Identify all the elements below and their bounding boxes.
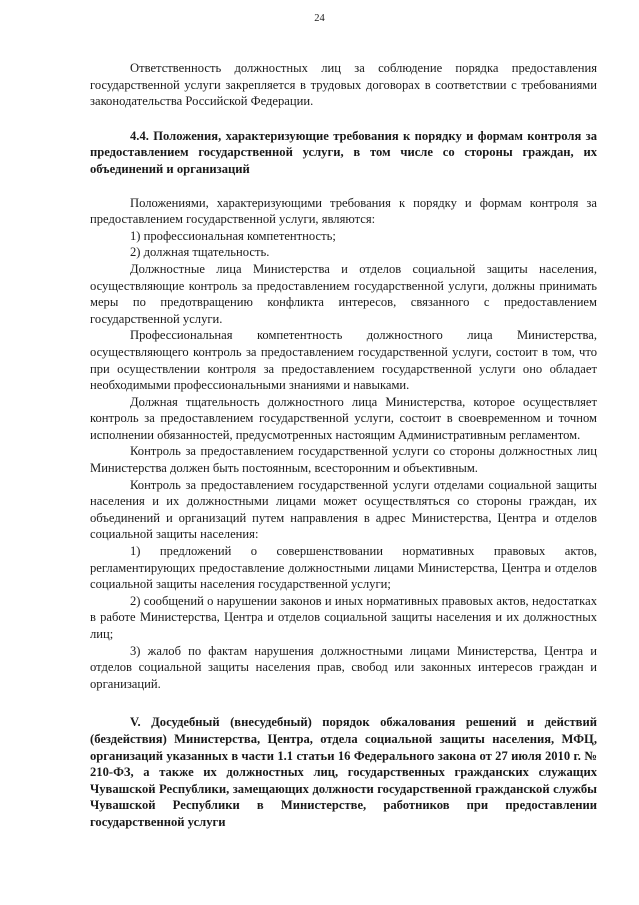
paragraph: Должная тщательность должностного лица Министерства, которое осуществляет контроль за предоставлением государственной услуги, состоит в своевременном и точном исполнении обязанностей, предусмотренных настоящим Административным регламентом. (90, 394, 597, 442)
spacer (90, 110, 597, 128)
page-content (90, 60, 597, 831)
list-item: 3) жалоб по фактам нарушения должностными лицами Министерства, Центра и отделов социальной защиты населения прав, свобод или законных интересов граждан и организаций. (90, 643, 597, 691)
page-number: 24 (314, 13, 325, 24)
paragraph: Контроль за предоставлением государственной услуги со стороны должностных лиц Министерства должен быть постоянным, всесторонним и объективным. (90, 444, 597, 476)
list-item: 1) предложений о совершенствовании нормативных правовых актов, регламентирующих предоставление должностными лицами Министерства, Центра и отделов социальной защиты населения государственной услуги; (90, 544, 597, 592)
spacer (90, 692, 597, 714)
section-v-heading: V. Досудебный (внесудебный) порядок обжалования решений и действий (бездействия) Министерства, Центра, отдела социальной защиты населения, МФЦ, организаций указанных в части 1.1 статьи 16 Федерального закона от 27 июля 2010 г. № 210-ФЗ, а также их должностных лиц, государственных гражданских служащих Чувашской Республики, замещающих должности государственной гражданской службы Чувашской Республики в Министерстве, работников при предоставлении государственной услуги (90, 715, 597, 829)
list-item: 2) должная тщательность. (130, 245, 270, 260)
spacer (90, 178, 597, 195)
list-item: 2) сообщений о нарушении законов и иных нормативных правовых актов, недостатках в работе Министерства, Центра и отделов социальной защиты населения и их должностных лиц; (90, 593, 597, 641)
list-item: 1) профессиональная компетентность; (130, 228, 336, 243)
intro-paragraph: Ответственность должностных лиц за соблюдение порядка предоставления государственной услуги закрепляется в трудовых договорах в соответствии с требованиями законодательства Российской Федерации. (90, 61, 597, 109)
section-4-4-heading: 4.4. Положения, характеризующие требования к порядку и формам контроля за предоставлением государственной услуги, в том числе со стороны граждан, их объединений и организаций (90, 128, 597, 176)
paragraph: Контроль за предоставлением государственной услуги отделами социальной защиты населения и их должностными лицами может осуществляться со стороны граждан, их объединений и организаций путем направления в адрес Министерства, Центра и отделов социальной защиты населения: (90, 477, 597, 542)
paragraph: Должностные лица Министерства и отделов социальной защиты населения, осуществляющие контроль за предоставлением государственной услуги, должны принимать меры по предотвращению конфликта интересов, связанного с предоставлением государственной услуги. (90, 261, 597, 326)
section-4-4-lead: Положениями, характеризующими требования к порядку и формам контроля за предоставлением государственной услуги, являются: (90, 195, 597, 227)
paragraph: Профессиональная компетентность должностного лица Министерства, осуществляющего контроль за предоставлением государственной услуги, состоит в том, что при осуществлении контроля за предоставлением государственной услуги оно обладает необходимыми профессиональными знаниями и навыками. (90, 328, 597, 393)
